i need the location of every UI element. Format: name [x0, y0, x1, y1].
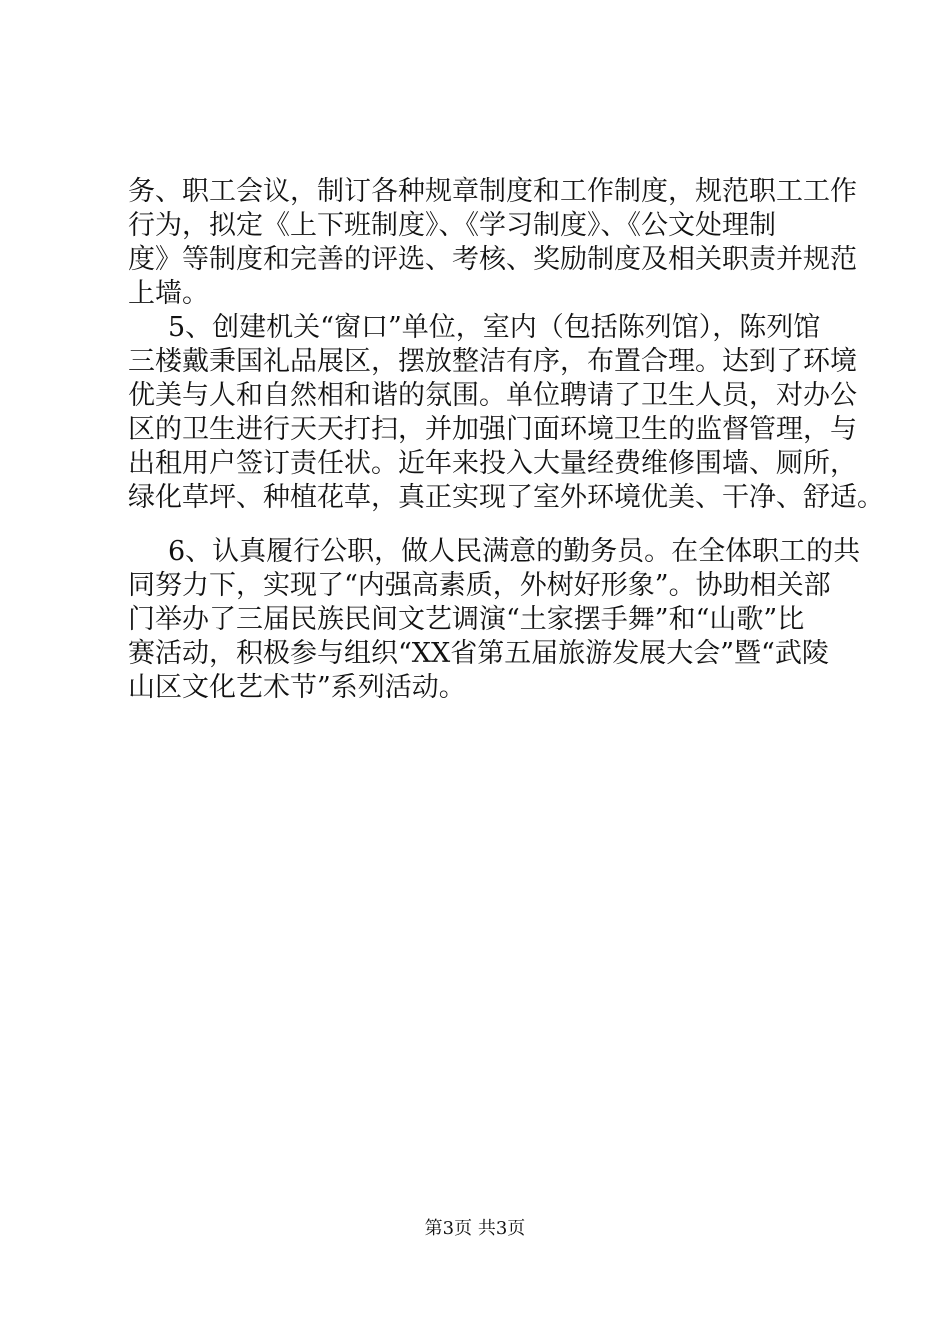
- text-line: 度》等制度和完善的评选、考核、奖励制度及相关职责并规范: [128, 244, 857, 275]
- text-line: 门举办了三届民族民间文艺调演“土家摆手舞”和“山歌”比: [128, 604, 805, 635]
- text-line: 赛活动，积极参与组织“XX省第五届旅游发展大会”暨“武陵: [128, 638, 829, 669]
- page-number: 第3页 共3页: [424, 1218, 526, 1239]
- text-line: 行为，拟定《上下班制度》、《学习制度》、《公文处理制: [128, 210, 776, 241]
- page-footer: [0, 1214, 950, 1240]
- text-line: 三楼戴秉国礼品展区，摆放整洁有序，布置合理。达到了环境: [128, 346, 857, 377]
- text-line: 同努力下，实现了“内强高素质，外树好形象”。协助相关部: [128, 570, 831, 601]
- text-line: 绿化草坪、种植花草，真正实现了室外环境优美、干净、舒适。: [128, 482, 884, 513]
- text-line: 优美与人和自然相和谐的氛围。单位聘请了卫生人员，对办公: [128, 380, 857, 411]
- paragraph-gap: [128, 515, 848, 535]
- document-body: [128, 175, 884, 705]
- text-line: 区的卫生进行天天打扫，并加强门面环境卫生的监督管理，与: [128, 414, 857, 445]
- text-line: 务、职工会议，制订各种规章制度和工作制度，规范职工工作: [128, 176, 857, 207]
- text-line: 上墙。: [128, 278, 209, 309]
- text-line: 出租用户签订责任状。近年来投入大量经费维修围墙、厕所，: [128, 448, 857, 479]
- paragraph-6-first-line: 6、认真履行公职，做人民满意的勤务员。在全体职工的共: [168, 536, 861, 567]
- paragraph-5-first-line: 5、创建机关“窗口”单位，室内（包括陈列馆），陈列馆: [168, 312, 821, 343]
- text-line: 山区文化艺术节”系列活动。: [128, 672, 466, 703]
